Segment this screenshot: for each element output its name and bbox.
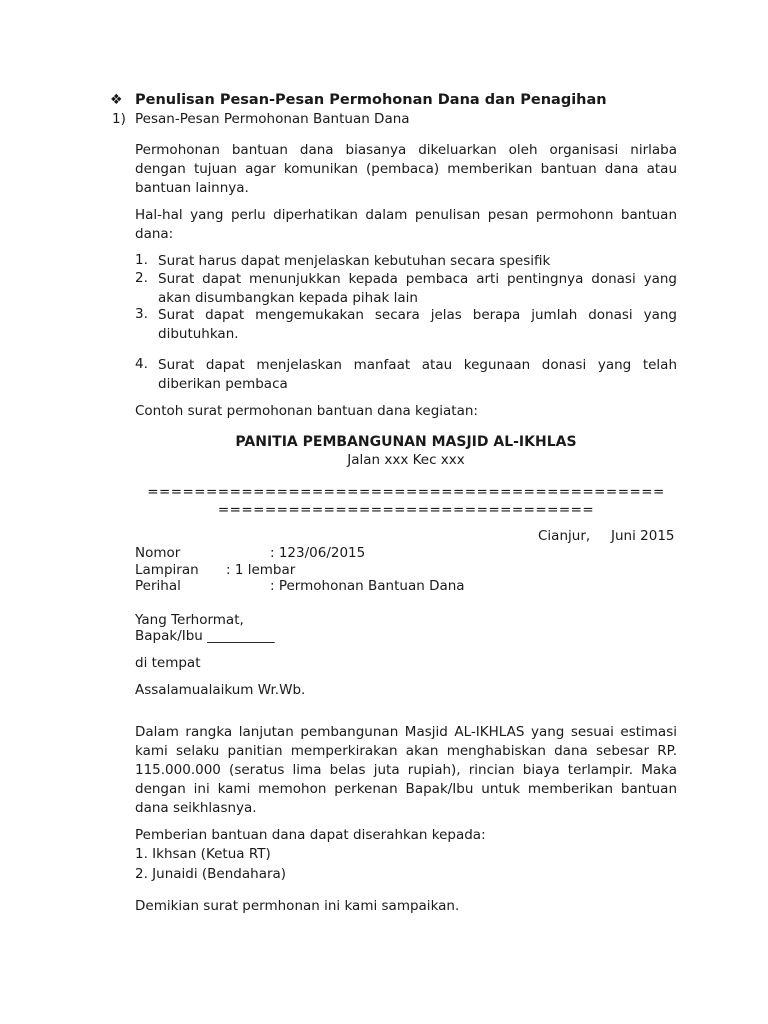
lampiran-value: : 1 lembar (226, 562, 296, 578)
contact-item: 1. Ikhsan (Ketua RT) (135, 846, 271, 862)
list-number: 4. (135, 356, 148, 372)
letter-place: Cianjur, (538, 528, 591, 544)
list-item: Surat dapat menunjukkan kepada pembaca arti pentingnya donasi yang akan disumbangkan kepada pihak lain (158, 271, 677, 306)
section-title: Penulisan Pesan-Pesan Permohonan Dana dan Penagihan (135, 92, 607, 108)
list-item: Surat dapat mengemukakan secara jelas berapa jumlah donasi yang dibutuhkan. (158, 307, 677, 342)
letter-separator: ================================ (217, 502, 595, 518)
lampiran-label: Lampiran (135, 562, 199, 578)
letter-address: Jalan xxx Kec xxx (347, 452, 465, 468)
list-number: 2. (135, 270, 148, 286)
subsection-title: Pesan-Pesan Permohonan Bantuan Dana (135, 111, 410, 127)
closing: Demikian surat permhonan ini kami sampaikan. (135, 898, 460, 914)
contact-item: 2. Junaidi (Bendahara) (135, 866, 287, 882)
intro-paragraph: Permohonan bantuan dana biasanya dikeluarkan oleh organisasi nirlaba dengan tujuan agar komunikan (pembaca) memberikan bantuan dana atau bantuan lainnya. (135, 142, 677, 196)
letter-body: Dalam rangka lanjutan pembangunan Masjid AL-IKHLAS yang sesuai estimasi kami selaku panitian memperkirakan akan menghabiskan dana sebesar RP. 115.000.000 (seratus lima belas juta rupiah), rincian biaya terlampir. Maka dengan ini kami memohon perkenan Bapak/Ibu untuk memberikan bantuan dana seikhlasnya. (135, 724, 677, 816)
delivery-intro: Pemberian bantuan dana dapat diserahkan kepada: (135, 827, 486, 843)
list-item: Surat dapat menjelaskan manfaat atau kegunaan donasi yang telah diberikan pembaca (158, 357, 677, 392)
recipient-location: di tempat (135, 655, 201, 671)
greeting: Assalamualaikum Wr.Wb. (135, 682, 306, 698)
perihal-label: Perihal (135, 578, 181, 594)
recipient: Bapak/Ibu __________ (135, 628, 275, 644)
nomor-label: Nomor (135, 545, 181, 561)
nomor-value: : 123/06/2015 (270, 545, 366, 561)
diamond-bullet-icon: ❖ (110, 92, 123, 108)
letter-separator: ============================================ (147, 484, 665, 500)
list-item: Surat harus dapat menjelaskan kebutuhan secara spesifik (158, 253, 551, 269)
list-number: 1. (135, 252, 148, 268)
perihal-value: : Permohonan Bantuan Dana (270, 578, 465, 594)
subsection-number: 1) (112, 111, 126, 127)
salutation: Yang Terhormat, (135, 612, 244, 628)
example-intro: Contoh surat permohonan bantuan dana kegiatan: (135, 403, 478, 419)
list-number: 3. (135, 306, 148, 322)
letter-date: Juni 2015 (611, 528, 675, 544)
considerations-intro: Hal-hal yang perlu diperhatikan dalam penulisan pesan permohonn bantuan dana: (135, 207, 677, 242)
letter-org-name: PANITIA PEMBANGUNAN MASJID AL-IKHLAS (235, 434, 577, 450)
